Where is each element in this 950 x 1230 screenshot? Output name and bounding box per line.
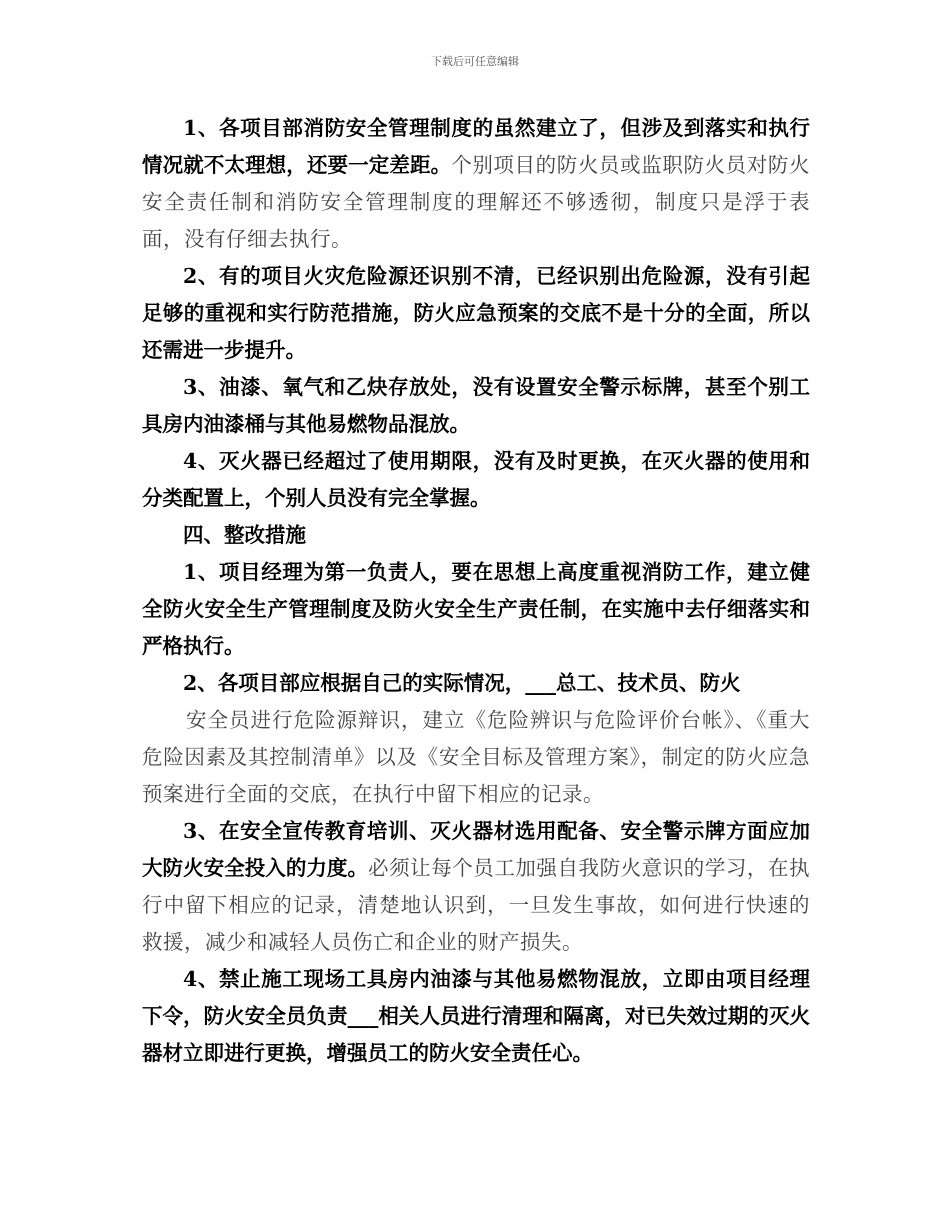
paragraph-9-light: 必须让每个员工加强自我防火意识的学习，在执行中留下相应的记录，清楚地认识到，一旦发生事故，如何进行快速的救援，减少和减轻人员伤亡和企业的财产损失。 <box>142 856 811 954</box>
paragraph-2: 2、有的项目火灾危险源还识别不清，已经识别出危险源，没有引起足够的重视和实行防范措施，防火应急预案的交底不是十分的全面，所以还需进一步提升。 <box>142 264 810 362</box>
paragraph-7: 2、各项目部应根据自己的实际情况，___总工、技术员、防火 <box>183 671 741 695</box>
paragraph-9-bold: 3、在安全宣传教育培训、灭火器材选用配备、安全警示牌方面应加大防火安全投入的力度。 <box>142 819 810 880</box>
paragraph-4: 4、灭火器已经超过了使用期限，没有及时更换，在灭火器的使用和分类配置上，个别人员没有完全掌握。 <box>142 449 810 510</box>
paragraph-1-light: 个别项目的防火员或监职防火员对防火安全责任制和消防安全管理制度的理解还不够透彻，制度只是浮于表面，没有仔细去执行。 <box>142 153 811 251</box>
paragraph-10: 4、禁止施工现场工具房内油漆与其他易燃物混放，立即由项目经理下令，防火安全员负责___相关人员进行清理和隔离，对已失效过期的灭火器材立即进行更换，增强员工的防火安全责任心。 <box>142 967 810 1065</box>
paragraph-9 <box>142 813 810 961</box>
paragraph-8 <box>142 702 810 813</box>
page-header: 下载后可任意编辑 <box>431 55 519 68</box>
paragraph-8-text: 安全员进行危险源辩识，建立《危险辨识与危险评价台帐》、《重大危险因素及其控制清单》以及《安全目标及管理方案》，制定的防火应急预案进行全面的交底，在执行中留下相应的记录。 <box>142 708 810 806</box>
paragraph-1 <box>142 110 810 258</box>
paragraph-6: 1、项目经理为第一负责人，要在思想上高度重视消防工作，建立健全防火安全生产管理制度及防火安全生产责任制，在实施中去仔细落实和严格执行。 <box>142 560 810 658</box>
section-heading: 四、整改措施 <box>183 523 306 547</box>
document-body <box>142 110 810 1072</box>
paragraph-1-bold: 1、各项目部消防安全管理制度的虽然建立了，但涉及到落实和执行情况就不太理想，还要一定差距。 <box>142 116 810 177</box>
paragraph-3: 3、油漆、氧气和乙炔存放处，没有设置安全警示标牌，甚至个别工具房内油漆桶与其他易燃物品混放。 <box>142 375 810 436</box>
